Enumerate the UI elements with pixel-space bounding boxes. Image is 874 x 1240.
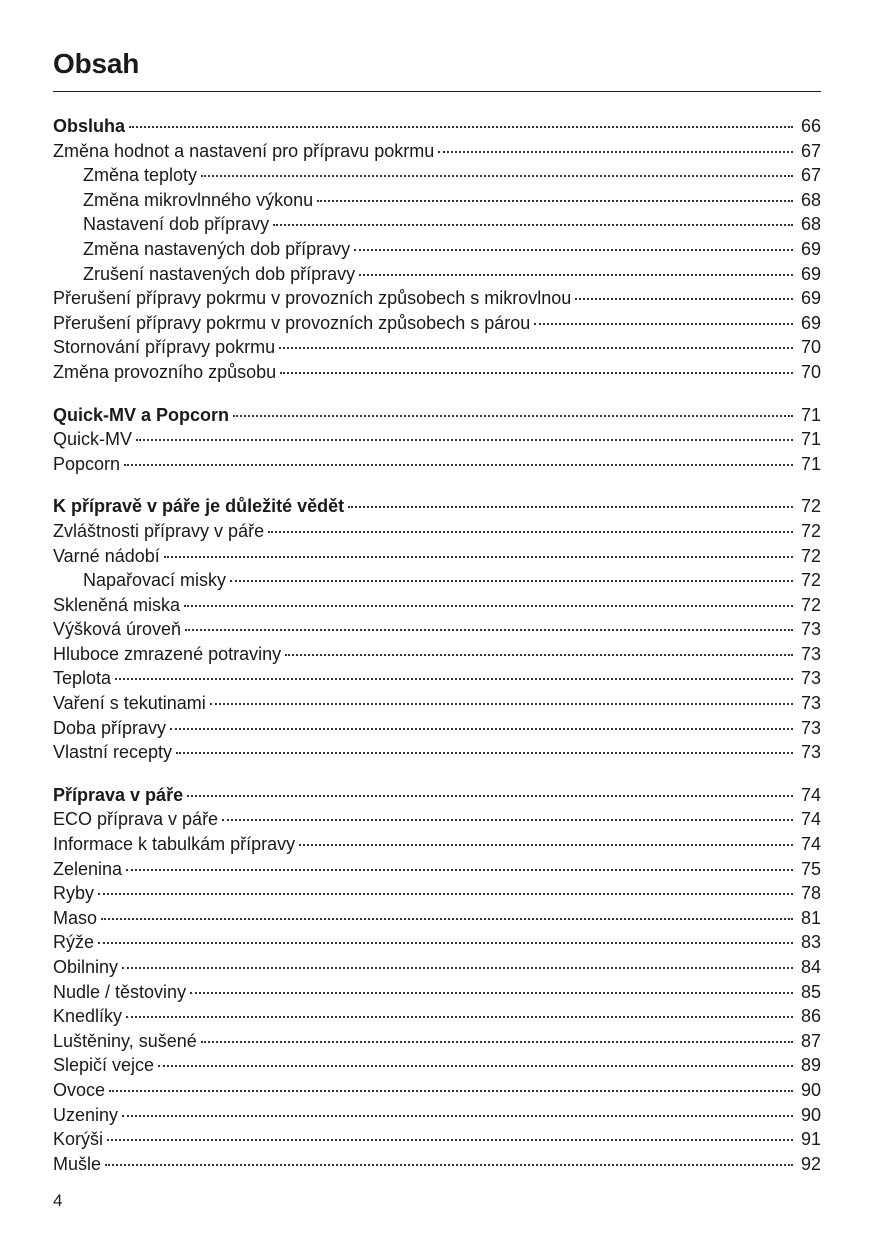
toc-entry[interactable]: [53, 1053, 821, 1078]
toc-entry[interactable]: [53, 691, 821, 716]
toc-entry[interactable]: [53, 955, 821, 980]
toc-entry-page: 73: [800, 717, 821, 738]
page-number: 4: [53, 1191, 63, 1210]
toc-entry[interactable]: [53, 568, 821, 593]
toc-entry-page: 72: [800, 520, 821, 541]
toc-entry-page: 73: [800, 643, 821, 664]
toc-entry-page: 73: [800, 742, 821, 763]
toc-entry-page: 72: [800, 496, 821, 517]
toc-entry[interactable]: [53, 427, 821, 452]
toc-entry-title: Obsluha: [53, 116, 126, 136]
dot-leader: [109, 1089, 793, 1092]
toc-entry[interactable]: [53, 1029, 821, 1054]
toc-entry-title: Zrušení nastavených dob přípravy: [83, 263, 356, 284]
dot-leader: [98, 892, 793, 895]
toc-entry-title: Informace k tabulkám přípravy: [53, 834, 296, 855]
toc-entry-title: Vlastní recepty: [53, 742, 173, 763]
toc-entry[interactable]: [53, 519, 821, 544]
toc-section: [53, 403, 821, 477]
toc-entry[interactable]: [53, 212, 821, 237]
toc-entry-title: Maso: [53, 907, 98, 928]
dot-leader: [105, 1163, 793, 1166]
dot-leader: [280, 371, 793, 374]
toc-entry-page: 69: [800, 263, 821, 284]
toc-entry-page: 70: [800, 361, 821, 382]
toc-entry[interactable]: [53, 716, 821, 741]
toc-entry[interactable]: [53, 881, 821, 906]
dot-leader: [176, 751, 793, 754]
toc-entry[interactable]: [53, 593, 821, 618]
toc-section: [53, 494, 821, 765]
toc-entry-page: 67: [800, 165, 821, 186]
dot-leader: [184, 604, 793, 607]
toc-entry[interactable]: [53, 832, 821, 857]
toc-entry-title: Nudle / těstoviny: [53, 981, 187, 1002]
toc-entry[interactable]: [53, 642, 821, 667]
dot-leader: [129, 125, 793, 128]
toc-entry-page: 72: [800, 594, 821, 615]
toc-entry[interactable]: [53, 544, 821, 569]
toc-entry-page: 78: [800, 883, 821, 904]
page-title: Obsah: [53, 48, 140, 79]
toc-entry-title: Příprava v páře: [53, 784, 184, 805]
toc-entry-page: 86: [800, 1006, 821, 1027]
toc-section: [53, 114, 821, 385]
toc-entry-title: Změna hodnot a nastavení pro přípravu pokrmu: [53, 140, 435, 161]
dot-leader: [115, 677, 793, 680]
toc-entry-page: 72: [800, 570, 821, 591]
dot-leader: [348, 505, 793, 508]
toc-entry[interactable]: [53, 1004, 821, 1029]
dot-leader: [136, 438, 793, 441]
toc-entry-page: 69: [800, 238, 821, 259]
toc-entry-title: Napařovací misky: [83, 570, 227, 591]
title-divider: [53, 91, 821, 92]
toc-entry-title: Vaření s tekutinami: [53, 693, 206, 714]
toc-entry[interactable]: [53, 1078, 821, 1103]
toc-entry[interactable]: [53, 237, 821, 262]
toc-entry-title: Přerušení přípravy pokrmu v provozních způsobech s párou: [53, 312, 531, 333]
toc-entry-page: 73: [800, 668, 821, 689]
toc-entry-title: Quick-MV: [53, 429, 133, 450]
toc-entry-title: Změna teploty: [83, 165, 198, 186]
toc-entry-page: 84: [800, 957, 821, 977]
toc-entry-title: Uzeniny: [53, 1104, 119, 1125]
toc-entry[interactable]: [53, 311, 821, 336]
toc-entry[interactable]: [53, 666, 821, 691]
dot-leader: [185, 628, 793, 631]
dot-leader: [359, 273, 793, 276]
toc-entry-title: Změna nastavených dob přípravy: [83, 238, 351, 259]
toc-entry[interactable]: [53, 930, 821, 955]
toc-entry-page: 92: [800, 1153, 821, 1174]
toc-entry-page: 74: [800, 784, 821, 805]
dot-leader: [107, 1138, 793, 1141]
toc-entry[interactable]: [53, 452, 821, 477]
toc-entry-title: Zelenina: [53, 858, 123, 879]
toc-entry-page: 66: [800, 116, 821, 136]
dot-leader: [126, 868, 793, 871]
dot-leader: [164, 555, 793, 558]
dot-leader: [124, 463, 793, 466]
toc-heading-entry[interactable]: [53, 494, 821, 519]
dot-leader: [201, 1040, 793, 1043]
dot-leader: [279, 346, 793, 349]
toc-entry-page: 69: [800, 312, 821, 333]
toc-entry-title: Ovoce: [53, 1079, 106, 1100]
toc-entry-page: 81: [800, 907, 821, 928]
toc-entry[interactable]: [53, 1127, 821, 1152]
dot-leader: [575, 297, 793, 300]
dot-leader: [101, 917, 793, 920]
toc-entry-title: Hluboce zmrazené potraviny: [53, 643, 282, 664]
toc-entry-page: 73: [800, 619, 821, 640]
toc-entry[interactable]: [53, 617, 821, 642]
toc-entry-page: 91: [800, 1129, 821, 1150]
toc-entry[interactable]: [53, 807, 821, 832]
toc-entry-title: Změna provozního způsobu: [53, 361, 277, 382]
toc-entry-title: Popcorn: [53, 453, 121, 474]
toc-entry[interactable]: [53, 262, 821, 287]
dot-leader: [201, 174, 793, 177]
toc-entry[interactable]: [53, 139, 821, 164]
toc-entry-title: Obilniny: [53, 957, 119, 977]
toc-section: [53, 783, 821, 1177]
dot-leader: [126, 1015, 793, 1018]
dot-leader: [233, 414, 793, 417]
toc-entry-title: Zvláštnosti přípravy v páře: [53, 520, 265, 541]
toc-entry-title: Quick-MV a Popcorn: [53, 404, 230, 425]
toc-entry-page: 90: [800, 1079, 821, 1100]
toc-entry[interactable]: [53, 857, 821, 882]
dot-leader: [222, 818, 793, 821]
toc-entry-page: 69: [800, 288, 821, 309]
toc-entry-title: K přípravě v páře je důležité vědět: [53, 496, 345, 517]
toc-entry-title: Knedlíky: [53, 1006, 123, 1027]
toc-entry-page: 83: [800, 932, 821, 953]
dot-leader: [170, 727, 793, 730]
toc-heading-entry[interactable]: [53, 783, 821, 808]
dot-leader: [273, 223, 793, 226]
toc-entry[interactable]: [53, 188, 821, 213]
dot-leader: [285, 653, 793, 656]
toc-entry-page: 87: [800, 1030, 821, 1051]
toc-entry-title: ECO příprava v páře: [53, 809, 219, 830]
dot-leader: [122, 1114, 793, 1117]
toc-entry-title: Nastavení dob přípravy: [83, 214, 270, 235]
toc-entry-page: 74: [800, 834, 821, 855]
dot-leader: [354, 248, 793, 251]
toc-entry-page: 68: [800, 189, 821, 210]
dot-leader: [122, 966, 793, 969]
toc-entry[interactable]: [53, 1103, 821, 1128]
dot-leader: [230, 579, 793, 582]
toc-entry-page: 73: [800, 693, 821, 714]
toc-entry-title: Přerušení přípravy pokrmu v provozních způsobech s mikrovlnou: [53, 288, 572, 309]
dot-leader: [98, 941, 793, 944]
toc-entry-page: 71: [800, 453, 821, 474]
dot-leader: [210, 702, 793, 705]
toc-entry-title: Mušle: [53, 1153, 102, 1174]
dot-leader: [187, 794, 793, 797]
toc-heading-entry[interactable]: [53, 403, 821, 428]
toc-entry-page: 72: [800, 545, 821, 566]
table-of-contents: [53, 114, 821, 1194]
dot-leader: [190, 991, 793, 994]
toc-entry-title: Výšková úroveň: [53, 619, 182, 640]
toc-entry-page: 71: [800, 404, 821, 425]
dot-leader: [317, 199, 793, 202]
toc-entry-page: 85: [800, 981, 821, 1002]
toc-entry-title: Varné nádobí: [53, 545, 160, 566]
toc-entry-title: Slepičí vejce: [53, 1055, 155, 1076]
toc-entry[interactable]: [53, 286, 821, 311]
dot-leader: [534, 322, 793, 325]
toc-entry-title: Korýši: [53, 1129, 104, 1150]
dot-leader: [438, 150, 793, 153]
toc-entry[interactable]: [53, 360, 821, 385]
toc-entry[interactable]: [53, 163, 821, 188]
dot-leader: [268, 530, 793, 533]
toc-entry[interactable]: [53, 980, 821, 1005]
toc-entry-title: Ryby: [53, 883, 95, 904]
toc-entry[interactable]: [53, 1152, 821, 1177]
toc-entry-page: 68: [800, 214, 821, 235]
toc-entry-page: 70: [800, 337, 821, 358]
toc-entry-title: Změna mikrovlnného výkonu: [83, 189, 314, 210]
toc-entry[interactable]: [53, 740, 821, 765]
toc-heading-entry[interactable]: [53, 114, 821, 139]
toc-entry-title: Teplota: [53, 668, 112, 689]
toc-entry-title: Stornování přípravy pokrmu: [53, 337, 276, 358]
dot-leader: [299, 843, 793, 846]
toc-entry-page: 71: [800, 429, 821, 450]
toc-entry-page: 67: [800, 140, 821, 161]
toc-entry-page: 75: [800, 858, 821, 879]
toc-entry-title: Doba přípravy: [53, 717, 167, 738]
toc-entry[interactable]: [53, 335, 821, 360]
toc-entry-page: 74: [800, 809, 821, 830]
toc-entry-title: Skleněná miska: [53, 594, 181, 615]
toc-entry-page: 90: [800, 1104, 821, 1125]
toc-entry-page: 89: [800, 1055, 821, 1076]
toc-entry[interactable]: [53, 906, 821, 931]
dot-leader: [158, 1064, 793, 1067]
toc-entry-title: Luštěniny, sušené: [53, 1030, 197, 1051]
toc-entry-title: Rýže: [53, 932, 95, 953]
